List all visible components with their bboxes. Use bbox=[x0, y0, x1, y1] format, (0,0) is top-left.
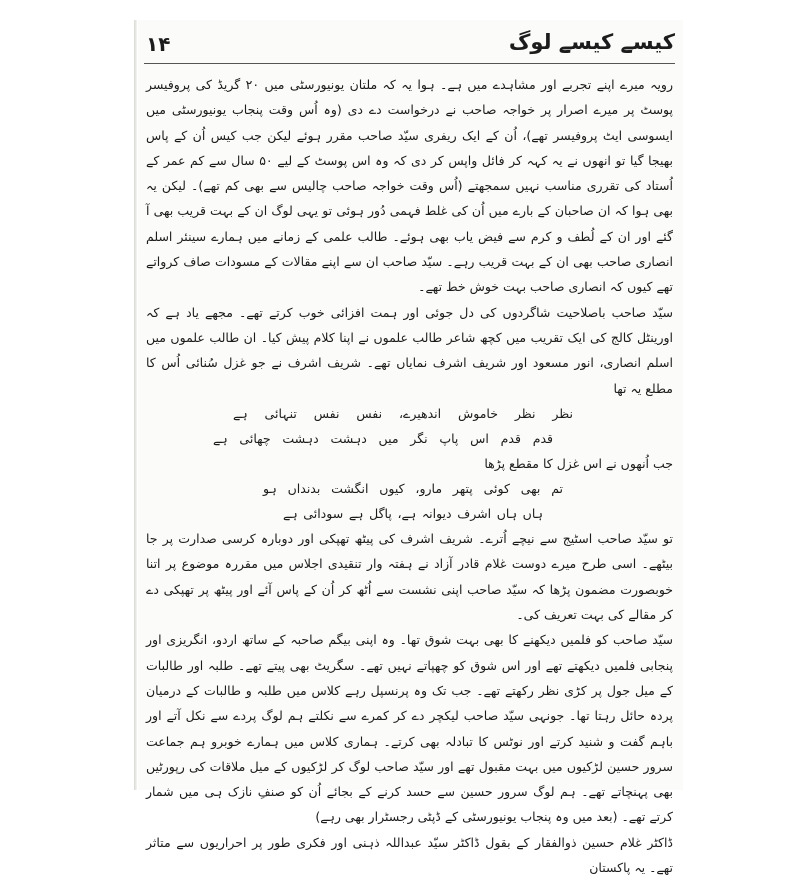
running-title: کیسے کیسے لوگ bbox=[508, 30, 675, 54]
verse-text: ہاں ہاں اشرف دیوانہ ہے، پاگل ہے سودائی ہے bbox=[283, 506, 543, 522]
page-number: ۱۴ bbox=[146, 32, 171, 56]
verse-text: نظر نظر خاموش اندھیرے، نفس نفس تنہائی ہے bbox=[233, 405, 573, 421]
paragraph-5: سیّد صاحب کو فلمیں دیکھنے کا بھی بہت شوق تھا۔ وہ اپنی بیگم صاحبہ کے ساتھ اردو، انگریزی اور پنجابی فلمیں دیکھتے تھے اور اس شوق کو چھپاتے نہیں تھے۔ سگریٹ بھی پیتے تھے۔ طلبہ اور طالبات کے میل جول پر کڑی نظر رکھتے تھے۔ جب تک وہ پرنسپل رہے کلاس میں طلبہ و طالبات کے درمیان پردہ حائل رہتا تھا۔ جونہی سیّد صاحب لیکچر دے کر کمرے سے نکلتے ہم لوگ پردے سے نکل آتے اور باہم گفت و شنید کرتے اور نوٹس کا تبادلہ بھی کرتے۔ ہماری کلاس میں ہمارے خوبرو ہم جماعت سرور حسین لڑکیوں میں بہت مقبول تھے اور سیّد صاحب لوگ کر لڑکیوں کے میل ملاقات کی رپورٹیں بھی پہنچاتے تھے۔ ہم لوگ سرور حسین سے حسد کرنے کے بجائے اُن کو صنفِ نازک ہی میں شمار کرتے تھے۔ (بعد میں وہ پنجاب یونیورسٹی کے ڈپٹی رجسٹرار بھی رہے) bbox=[146, 632, 673, 825]
paragraph-4: تو سیّد صاحب اسٹیج سے نیچے اُترے۔ شریف اشرف کی پیٹھ تھپکی اور دوبارہ کرسی صدارت پر جا بیٹھے۔ اسی طرح میرے دوست غلام قادر آزاد نے ہفتہ وار تنقیدی اجلاس میں مقررہ موضوع پر اتنا خوبصورت مضمون پڑھا کہ سیّد صاحب اپنی نشست سے اُٹھ کر اُن کے پاس آئے اور پیٹھ پر تھپکی دے کر مقالے کی بہت تعریف کی۔ bbox=[146, 531, 673, 623]
paragraph-2: سیّد صاحب باصلاحیت شاگردوں کی دل جوئی اور ہمت افزائی خوب کرتے تھے۔ مجھے یاد ہے کہ اورینٹل کالج کی ایک تقریب میں کچھ شاعر طالب علموں نے اپنا کلام پیش کیا۔ ان طالب علموں میں اسلم انصاری، انور مسعود اور شریف اشرف نمایاں تھے۔ شریف اشرف نے جو غزل سُنائی اُس کا مطلع یہ تھا bbox=[146, 304, 673, 396]
page-shadow-edge bbox=[134, 20, 137, 790]
verse-text: تم بھی کوئی پتھر مارو، کیوں انگشت بدنداں ہو bbox=[263, 481, 563, 497]
verse-text: قدم قدم اس پاپ نگر میں دہشت دہشت چھائی ہے bbox=[213, 430, 553, 446]
paragraph-1: رویہ میرے اپنے تجربے اور مشاہدے میں ہے۔ ہوا یہ کہ ملتان یونیورسٹی میں ۲۰ گریڈ کی پروفیسر پوسٹ پر میرے اصرار پر خواجہ صاحب نے درخواست دے دی (وہ اُس وقت پنجاب یونیورسٹی میں ایسوسی ایٹ پروفیسر تھے)، اُن کے ایک ریفری سیّد صاحب مقرر ہوئے لیکن جب کیس اُن کے پاس بھیجا گیا تو انھوں نے یہ کہہ کر فائل واپس کر دی کہ وہ اس پوسٹ کے لیے ۵۰ سال سے کم عمر کے اُستاد کی تقرری مناسب نہیں سمجھتے (اُس وقت خواجہ صاحب چالیس سے بھی کم تھے)۔ لیکن یہ بھی ہوا کہ ان صاحبان کے بارے میں اُن کی غلط فہمی دُور ہوئی تو یہی لوگ ان کے بہت قریب بھی آ گئے اور ان کے لُطف و کرم سے فیض یاب بھی ہوئے۔ طالب علمی کے زمانے میں ہمارے سینئر اسلم انصاری صاحب بھی ان کے بہت قریب رہے۔ سیّد صاحب ان سے اپنے مقالات کے مسودات صاف کرواتے تھے کیوں کہ انصاری صاحب بہت خوش خط تھے۔ bbox=[146, 77, 674, 295]
paragraph-3: جب اُنھوں نے اس غزل کا مقطع پڑھا bbox=[484, 455, 673, 471]
page-body bbox=[146, 72, 673, 880]
page-header bbox=[144, 30, 675, 60]
verse-line-2 bbox=[146, 426, 673, 451]
verse-line-3 bbox=[146, 476, 673, 501]
header-divider bbox=[144, 63, 675, 64]
paragraph-6: ڈاکٹر غلام حسین ذوالفقار کے بقول ڈاکٹر سیّد عبداللہ ذہنی اور فکری طور پر احراریوں سے متاثر تھے۔ یہ پاکستان bbox=[146, 834, 673, 876]
verse-line-1 bbox=[146, 401, 673, 426]
verse-line-4 bbox=[146, 501, 673, 526]
book-page bbox=[138, 20, 683, 876]
